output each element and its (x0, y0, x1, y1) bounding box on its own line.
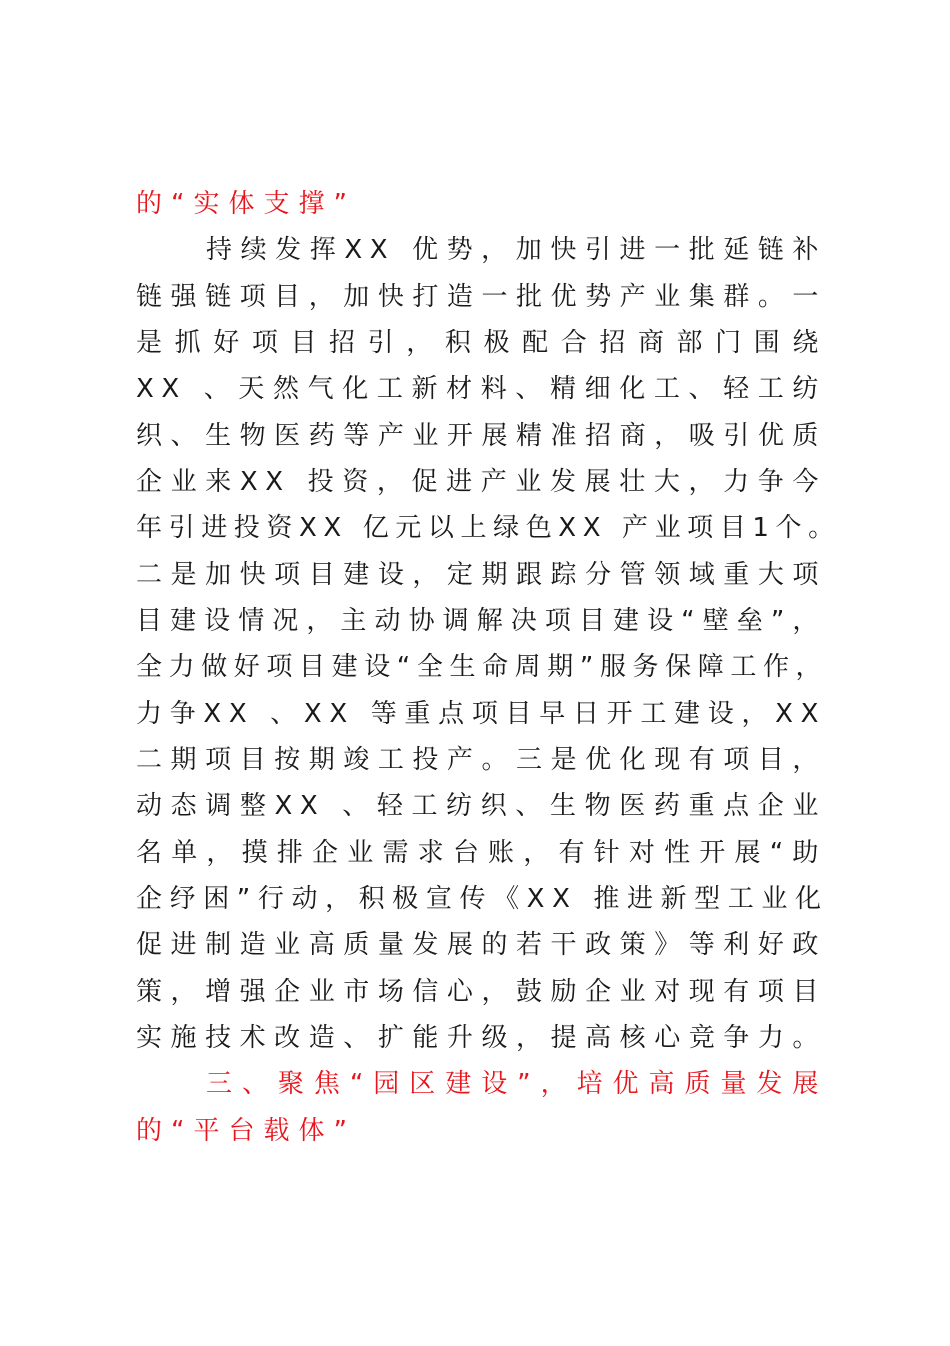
paragraph-line: 年引进投资XX 亿元以上绿色XX 产业项目1个。 (136, 513, 841, 543)
paragraph-line: 织、生物医药等产业开展精准招商，吸引优质 (136, 421, 826, 451)
paragraph-line: XX 、天然气化工新材料、精细化工、轻工纺 (136, 374, 826, 404)
paragraph-line: 动态调整XX 、轻工纺织、生物医药重点企业 (136, 791, 826, 821)
paragraph-line: 实施技术改造、扩能升级，提高核心竞争力。 (136, 1023, 826, 1053)
section-heading: 三、聚焦“园区建设”，培优高质量发展 (206, 1069, 826, 1099)
paragraph-line: 促进制造业高质量发展的若干政策》等利好政 (136, 930, 826, 960)
heading-line-continuation: 的“实体支撑” (136, 189, 356, 219)
paragraph-line: 策，增强企业市场信心，鼓励企业对现有项目 (136, 977, 826, 1007)
paragraph-line: 名单，摸排企业需求台账，有针对性开展“助 (136, 838, 826, 868)
paragraph-line: 企纾困”行动，积极宣传《XX 推进新型工业化 (136, 884, 829, 914)
section-heading-continuation: 的“平台载体” (136, 1116, 356, 1146)
paragraph-line: 企业来XX 投资，促进产业发展壮大，力争今 (136, 467, 826, 497)
paragraph-line: 持续发挥XX 优势，加快引进一批延链补 (206, 235, 826, 265)
paragraph-line: 是抓好项目招引，积极配合招商部门围绕 (136, 328, 826, 358)
paragraph-line: 目建设情况，主动协调解决项目建设“壁垒”， (136, 606, 826, 636)
paragraph-line: 二是加快项目建设，定期跟踪分管领域重大项 (136, 560, 826, 590)
paragraph-line: 二期项目按期竣工投产。三是优化现有项目， (136, 745, 826, 775)
paragraph-line: 全力做好项目建设“全生命周期”服务保障工作， (136, 652, 829, 682)
paragraph-line: 力争XX 、XX 等重点项目早日开工建设，XX (136, 699, 826, 729)
paragraph-line: 链强链项目，加快打造一批优势产业集群。一 (136, 282, 826, 312)
